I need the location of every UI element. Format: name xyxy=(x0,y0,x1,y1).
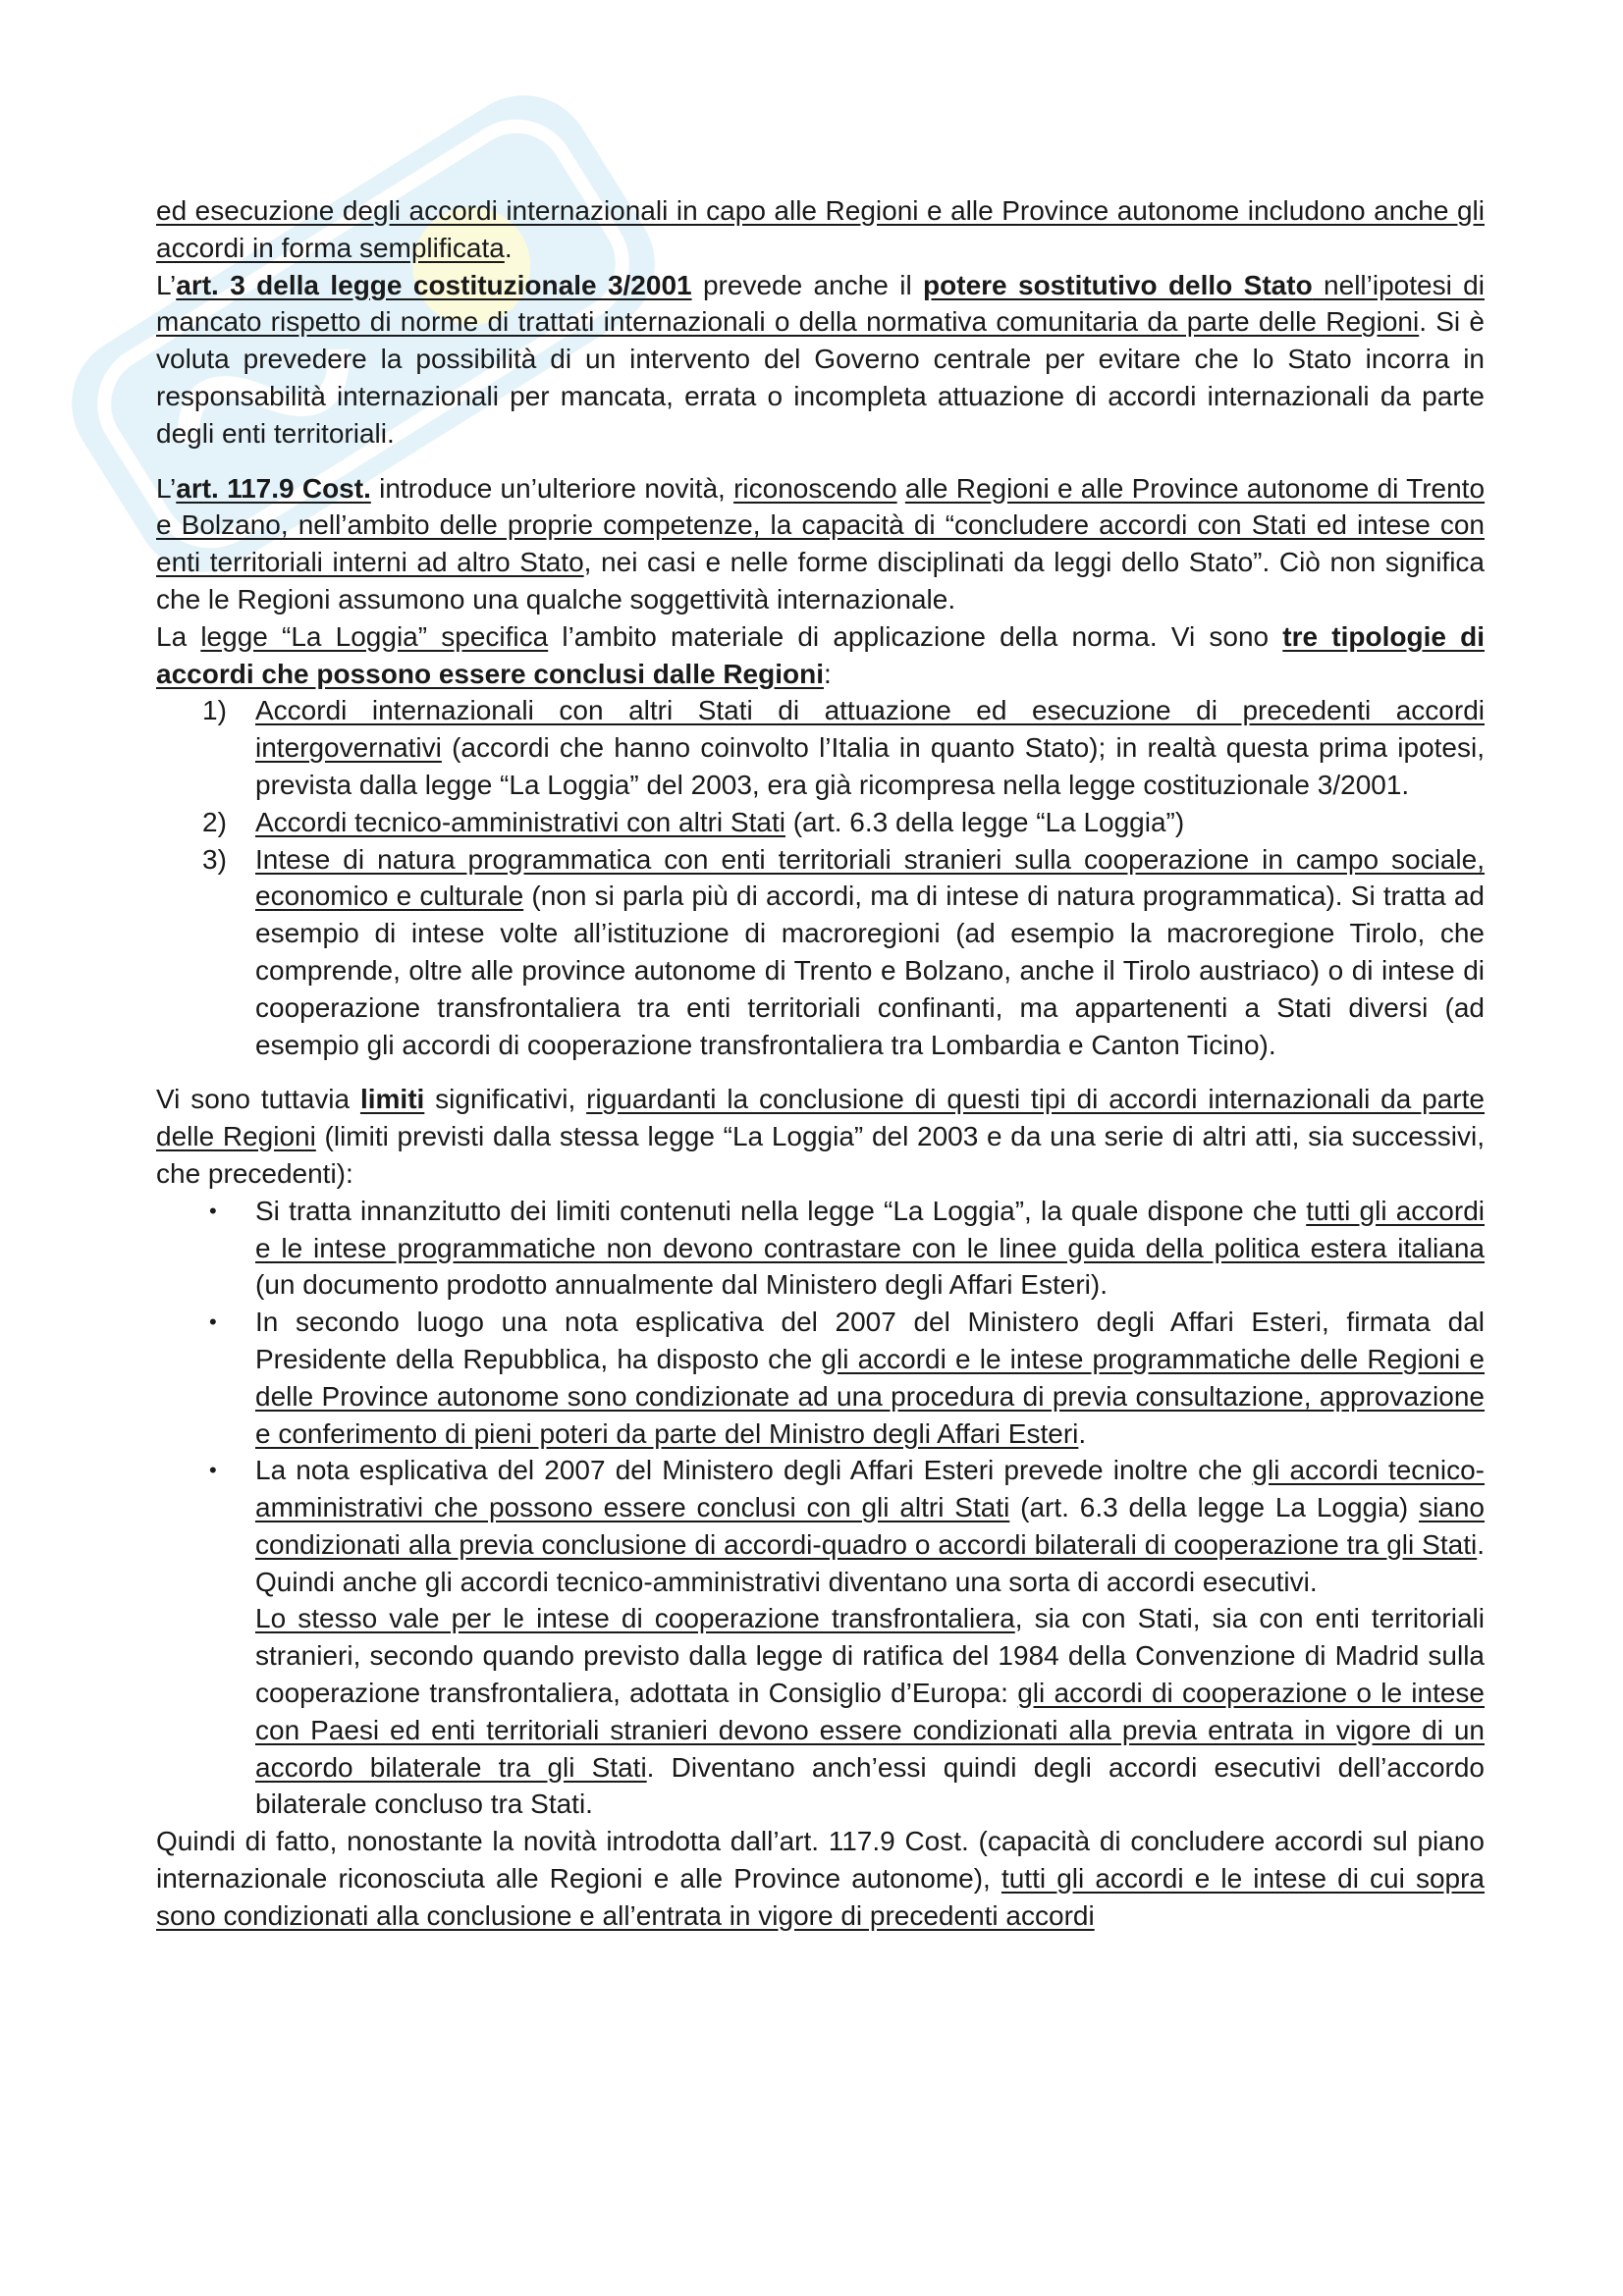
paragraph-4: La legge “La Loggia” specifica l’ambito materiale di applicazione della norma. Vi sono tre tipologie di accordi che possono essere conclusi dalle Regioni: xyxy=(156,620,1485,689)
numbered-list xyxy=(156,692,1485,1063)
list-item: • In secondo luogo una nota esplicativa del 2007 del Ministero degli Affari Esteri, firmata dal Presidente della Repubblica, ha disposto che gli accordi e le intese programmatiche delle Regioni e delle Province autonome sono condizionate ad una procedura di previa consultazione, approvazione e conferimento di pieni poteri da parte del Ministro degli Affari Esteri. xyxy=(209,1307,1485,1449)
paragraph-1: ed esecuzione degli accordi internazionali in capo alle Regioni e alle Province autonome includono anche gli accordi in forma semplificata. xyxy=(156,195,1485,263)
paragraph-2: L’art. 3 della legge costituzionale 3/2001 prevede anche il potere sostitutivo dello Stato nell’ipotesi di mancato rispetto di norme di trattati internazionali o della normativa comunitaria da parte delle Regioni. Si è voluta prevedere la possibilità di un intervento del Governo centrale per evitare che lo Stato incorra in responsabilità internazionali per mancata, errata o incompleta attuazione di accordi internazionali da parte degli enti territoriali. xyxy=(156,269,1485,449)
list-item: • Si tratta innanzitutto dei limiti contenuti nella legge “La Loggia”, la quale dispone che tutti gli accordi e le intese programmatiche non devono contrastare con le linee guida della politica estera italiana (un documento prodotto annualmente dal Ministero degli Affari Esteri). xyxy=(209,1195,1485,1301)
bullet-list xyxy=(156,1193,1485,1824)
list-item: • La nota esplicativa del 2007 del Ministero degli Affari Esteri prevede inoltre che gli accordi tecnico-amministrativi che possono essere conclusi con gli altri Stati (art. 6.3 della legge La Loggia) siano condizionati alla previa conclusione di accordi-quadro o accordi bilaterali di cooperazione tra gli Stati. Quindi anche gli accordi tecnico-amministrativi diventano una sorta di accordi esecutivi. Lo stesso vale per le intese di cooperazione transfrontaliera, sia con Stati, sia con enti territoriali stranieri, secondo quando previsto dalla legge di ratifica del 1984 della Convenzione di Madrid sulla cooperazione transfrontaliera, adottata in Consiglio d’Europa: gli accordi di cooperazione o le intese con Paesi ed enti territoriali stranieri devono essere condizionati alla previa entrata in vigore di un accordo bilaterale tra gli Stati. Diventano anch’essi quindi degli accordi esecutivi dell’accordo bilaterale concluso tra Stati. xyxy=(209,1455,1486,1820)
document-body xyxy=(156,192,1485,1935)
paragraph-5: Vi sono tuttavia limiti significativi, riguardanti la conclusione di questi tipi di accordi internazionali da parte delle Regioni (limiti previsti dalla stessa legge “La Loggia” del 2003 e da una serie di altri atti, sia successivi, che precedenti): xyxy=(156,1084,1485,1189)
list-item: 3) Intese di natura programmatica con enti territoriali stranieri sulla cooperazione in campo sociale, economico e culturale (non si parla più di accordi, ma di intese di natura programmatica). Si tratta ad esempio di intese volte all’istituzione di macroregioni (ad esempio la macroregione Tirolo, che comprende, oltre alle province autonome di Trento e Bolzano, anche il Tirolo austriaco) o di intese di cooperazione transfrontaliera tra enti territoriali confinanti, ma appartenenti a Stati diversi (ad esempio gli accordi di cooperazione transfrontaliera tra Lombardia e Canton Ticino). xyxy=(202,843,1485,1060)
list-item: 1) Accordi internazionali con altri Stati di attuazione ed esecuzione di precedenti accordi intergovernativi (accordi che hanno coinvolto l’Italia in quanto Stato); in realtà questa prima ipotesi, prevista dalla legge “La Loggia” del 2003, era già ricompresa nella legge costituzionale 3/2001. xyxy=(202,695,1485,800)
paragraph-3: L’art. 117.9 Cost. introduce un’ulteriore novità, riconoscendo alle Regioni e alle Province autonome di Trento e Bolzano, nell’ambito delle proprie competenze, la capacità di “concludere accordi con Stati ed intese con enti territoriali interni ad altro Stato, nei casi e nelle forme disciplinati da leggi dello Stato”. Ciò non significa che le Regioni assumono una qualche soggettività internazionale. xyxy=(156,472,1486,614)
paragraph-6: Quindi di fatto, nonostante la novità introdotta dall’art. 117.9 Cost. (capacità di concludere accordi sul piano internazionale riconosciuta alle Regioni e alle Province autonome), tutti gli accordi e le intese di cui sopra sono condizionati alla conclusione e all’entrata in vigore di precedenti accordi xyxy=(156,1826,1485,1931)
list-item: 2) Accordi tecnico-amministrativi con altri Stati (art. 6.3 della legge “La Loggia”) xyxy=(202,806,1185,837)
